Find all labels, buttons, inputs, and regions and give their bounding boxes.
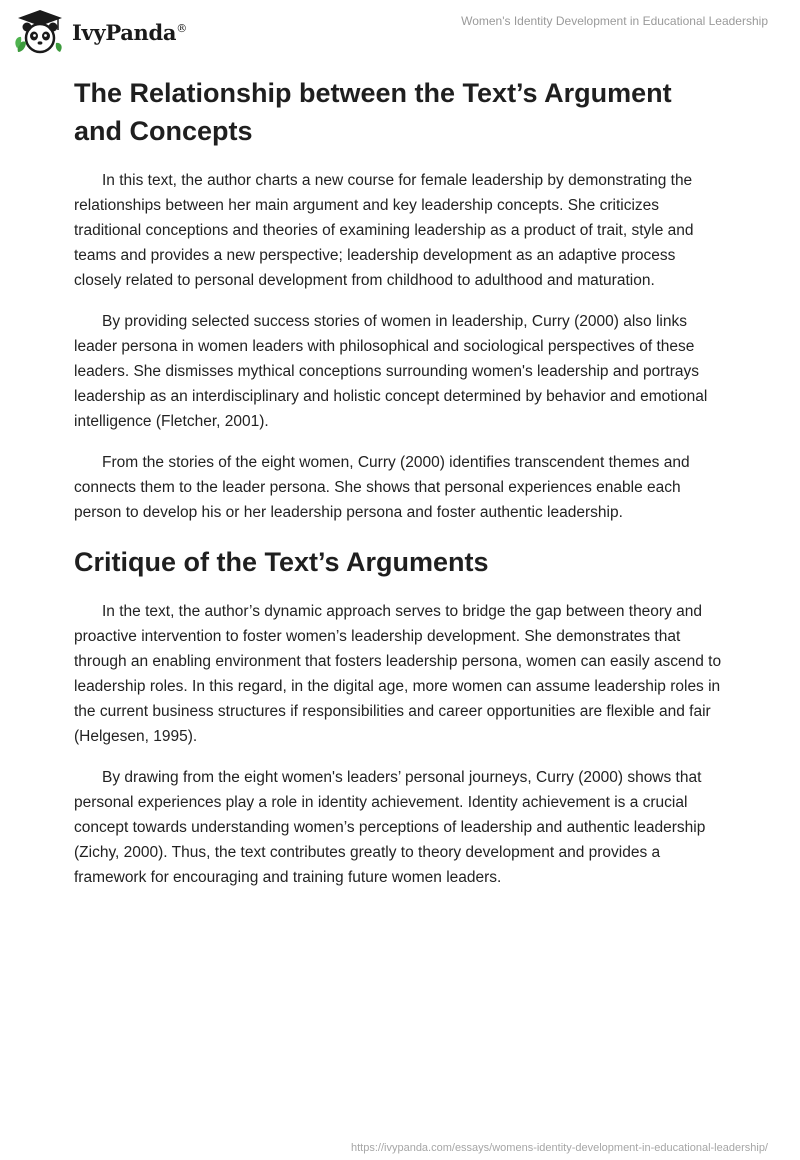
paragraph: By providing selected success stories of women in leadership, Curry (2000) also links leader persona in women leaders with philosophical and sociological perspectives of these leaders. She dismisses mythical conceptions surrounding women's leadership and portrays leadership as an interdisciplinary and holistic concept determined by behavior and emotional intelligence (Fletcher, 2001).: [74, 313, 708, 430]
page-header: [0, 0, 800, 60]
paragraph: From the stories of the eight women, Curry (2000) identifies transcendent themes and connects them to the leader persona. She shows that personal experiences enable each person to develop his or her leadership persona and foster authentic leadership.: [74, 454, 690, 521]
brand-name: IvyPanda®: [72, 19, 187, 45]
panda-logo-icon: [14, 8, 66, 56]
paragraph: By drawing from the eight women's leaders’ personal journeys, Curry (2000) shows that personal experiences play a role in identity achievement. Identity achievement is a crucial concept towards understanding women’s perceptions of leadership and authentic leadership (Zichy, 2000). Thus, the text contributes greatly to theory development and provides a framework for encouraging and training future women leaders.: [74, 769, 706, 886]
document-title: Women's Identity Development in Educational Leadership: [461, 14, 768, 28]
paragraph: In the text, the author’s dynamic approach serves to bridge the gap between theory and proactive intervention to foster women’s leadership development. She demonstrates that through an enabling environment that fosters leadership persona, women can easily ascend to leadership roles. In this regard, in the digital age, more women can assume leadership roles in the current business structures if responsibilities and career opportunities are flexible and fair (Helgesen, 1995).: [74, 603, 722, 745]
registered-mark: ®: [176, 21, 187, 35]
essay-content: [74, 74, 726, 906]
ivypanda-logo-link[interactable]: [14, 8, 187, 56]
section-heading-critique: Critique of the Text’s Arguments: [74, 547, 489, 577]
paragraph: In this text, the author charts a new course for female leadership by demonstrating the relationships between her main argument and key leadership concepts. She criticizes traditional conceptions and theories of examining leadership as a product of trait, style and teams and provides a new perspective; leadership development as an adaptive process closely related to personal development from childhood to adulthood and maturation.: [74, 172, 694, 289]
source-url-link[interactable]: https://ivypanda.com/essays/womens-identity-development-in-educational-leadership/: [351, 1142, 768, 1154]
section-heading-relationship: The Relationship between the Text’s Argument and Concepts: [74, 78, 672, 146]
